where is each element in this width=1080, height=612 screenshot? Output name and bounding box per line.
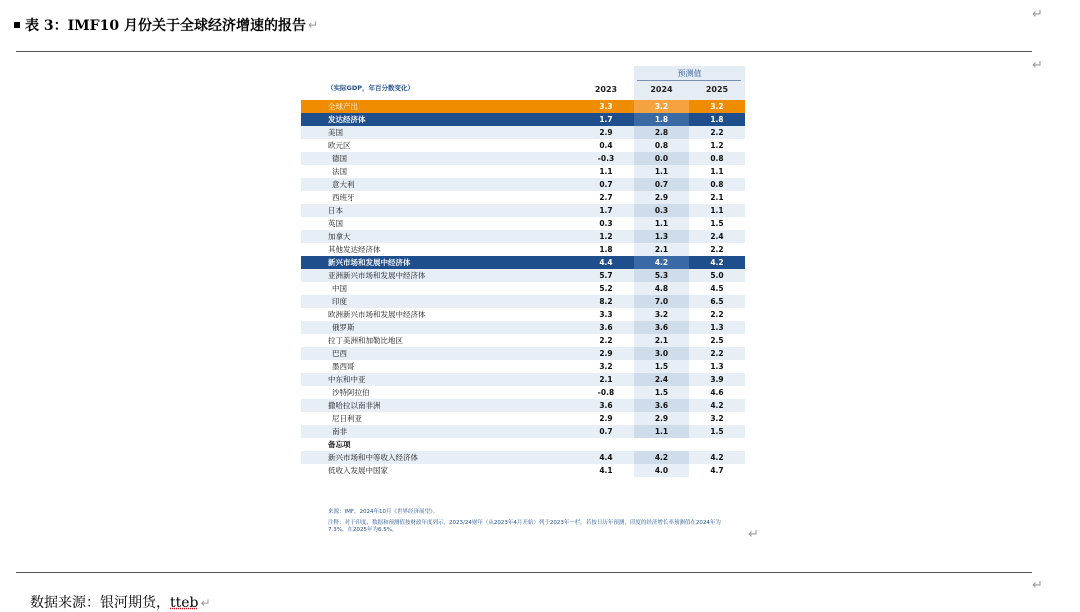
return-mark-icon: ↵ xyxy=(748,527,759,542)
row-label: 墨西哥 xyxy=(332,362,355,371)
row-label: 欧洲新兴市场和发展中经济体 xyxy=(328,310,426,319)
cell-2024: 3.6 xyxy=(634,399,689,412)
cell-2023: 3.3 xyxy=(599,102,613,111)
row-label: 沙特阿拉伯 xyxy=(332,388,370,397)
table-row xyxy=(301,269,745,282)
cell-2024: 0.3 xyxy=(634,204,689,217)
cell-2024: 2.1 xyxy=(634,243,689,256)
row-label: 巴西 xyxy=(332,349,347,358)
cell-2024: 1.1 xyxy=(634,425,689,438)
row-label: 南非 xyxy=(332,427,347,436)
cell-2025: 2.4 xyxy=(710,232,724,241)
cell-2024: 1.5 xyxy=(634,360,689,373)
table-row xyxy=(301,230,745,243)
row-label: 拉丁美洲和加勒比地区 xyxy=(328,336,403,345)
table-header xyxy=(301,66,745,100)
cell-2024: 2.1 xyxy=(634,334,689,347)
cell-2024: 3.2 xyxy=(634,100,689,113)
cell-2024: 1.3 xyxy=(634,230,689,243)
year-header: 2023 xyxy=(594,85,618,94)
cell-2024: 4.8 xyxy=(634,282,689,295)
cell-2023: 3.6 xyxy=(599,323,613,332)
cell-2025: 1.5 xyxy=(710,219,724,228)
table-row xyxy=(301,438,745,451)
cell-2025: 4.6 xyxy=(710,388,724,397)
row-label: 发达经济体 xyxy=(328,115,366,124)
cell-2025: 2.2 xyxy=(710,310,724,319)
cell-2023: 3.2 xyxy=(599,362,613,371)
table-row xyxy=(301,295,745,308)
cell-2023: 2.9 xyxy=(599,128,613,137)
row-label: 法国 xyxy=(332,167,347,176)
forecast-underline xyxy=(637,80,741,81)
table-row xyxy=(301,321,745,334)
table-row xyxy=(301,165,745,178)
cell-2025: 2.5 xyxy=(710,336,724,345)
row-label: 备忘项 xyxy=(328,440,351,449)
table-body xyxy=(301,100,745,477)
cell-2025: 6.5 xyxy=(710,297,724,306)
row-label: 亚洲新兴市场和发展中经济体 xyxy=(328,271,426,280)
cell-2025: 1.1 xyxy=(710,206,724,215)
table-row xyxy=(301,152,745,165)
year-header: 2024 xyxy=(650,85,673,94)
cell-2023: 4.1 xyxy=(599,466,613,475)
cell-2025: 4.5 xyxy=(710,284,724,293)
table-source: 来源：IMF，2024年10月《世界经济展望》。 xyxy=(328,509,439,515)
table-row xyxy=(301,399,745,412)
row-label: 全球产出 xyxy=(328,102,358,111)
row-label: 新兴市场和发展中经济体 xyxy=(328,258,411,267)
table-row xyxy=(301,334,745,347)
cell-2025: 1.3 xyxy=(710,362,724,371)
cell-2025: 4.7 xyxy=(710,466,724,475)
cell-2023: 2.7 xyxy=(599,193,613,202)
table-row xyxy=(301,425,745,438)
cell-2025: 1.5 xyxy=(710,427,724,436)
row-label: 中国 xyxy=(332,284,347,293)
table-row xyxy=(301,139,745,152)
row-label: 俄罗斯 xyxy=(332,323,355,332)
forecast-label: 预测值 xyxy=(677,69,702,78)
cell-2024: 3.2 xyxy=(634,308,689,321)
data-source xyxy=(30,592,211,612)
cell-2024: 4.2 xyxy=(634,256,689,269)
table-row xyxy=(301,386,745,399)
cell-2023: 4.4 xyxy=(599,453,613,462)
table-row xyxy=(301,282,745,295)
cell-2023: 1.2 xyxy=(599,232,613,241)
row-label: 意大利 xyxy=(332,180,355,189)
divider-bottom xyxy=(16,572,1032,573)
cell-2025: 0.8 xyxy=(710,180,724,189)
cell-2023: 2.9 xyxy=(599,349,613,358)
return-mark-icon: ↵ xyxy=(1032,578,1043,593)
cell-2023: 0.3 xyxy=(599,219,613,228)
row-label: 欧元区 xyxy=(328,141,351,150)
cell-2025: 3.9 xyxy=(710,375,724,384)
divider-top xyxy=(16,51,1032,52)
row-label: 新兴市场和中等收入经济体 xyxy=(328,453,418,462)
cell-2023: 2.9 xyxy=(599,414,613,423)
cell-2024: 5.3 xyxy=(634,269,689,282)
cell-2025: 1.1 xyxy=(710,167,724,176)
cell-2023: 2.2 xyxy=(599,336,613,345)
cell-2024: 1.5 xyxy=(634,386,689,399)
unit-label: （实际GDP，年百分数变化） xyxy=(327,84,414,92)
cell-2023: 5.2 xyxy=(599,284,613,293)
cell-2023: 1.7 xyxy=(599,115,613,124)
row-label: 低收入发展中国家 xyxy=(328,466,388,475)
cell-2024: 1.8 xyxy=(634,113,689,126)
table-row xyxy=(301,243,745,256)
cell-2023: 3.3 xyxy=(599,310,613,319)
cell-2025: 4.2 xyxy=(710,401,724,410)
cell-2024: 0.7 xyxy=(634,178,689,191)
cell-2025: 2.2 xyxy=(710,245,724,254)
cell-2025: 1.8 xyxy=(710,115,724,124)
table-row xyxy=(301,113,745,126)
table-row xyxy=(301,126,745,139)
table-row xyxy=(301,451,745,464)
cell-2023: -0.3 xyxy=(597,154,615,163)
table-row xyxy=(301,256,745,269)
table-row xyxy=(301,373,745,386)
row-label: 撒哈拉以南非洲 xyxy=(328,401,381,410)
cell-2024: 2.9 xyxy=(634,191,689,204)
row-label: 尼日利亚 xyxy=(332,414,362,423)
return-mark-icon: ↵ xyxy=(1032,58,1043,73)
return-mark-icon: ↵ xyxy=(200,596,211,610)
cell-2025: 1.3 xyxy=(710,323,724,332)
table-row xyxy=(301,308,745,321)
return-mark-icon: ↵ xyxy=(307,18,319,32)
row-label: 中东和中亚 xyxy=(328,375,366,384)
table-row xyxy=(301,464,745,477)
cell-2025: 4.2 xyxy=(710,453,724,462)
cell-2023: 0.7 xyxy=(599,427,613,436)
row-label: 美国 xyxy=(328,128,343,137)
cell-2024: 2.8 xyxy=(634,126,689,139)
cell-2024: 7.0 xyxy=(634,295,689,308)
cell-2024: 4.0 xyxy=(634,464,689,477)
cell-2024: 3.6 xyxy=(634,321,689,334)
figure-caption xyxy=(14,15,318,35)
cell-2023: 0.7 xyxy=(599,180,613,189)
cell-2024: 0.8 xyxy=(634,139,689,152)
cell-2025: 3.2 xyxy=(710,102,724,111)
cell-2023: 2.1 xyxy=(599,375,613,384)
bullet-icon xyxy=(14,22,20,28)
cell-2025: 2.2 xyxy=(710,349,724,358)
cell-2024: 2.4 xyxy=(634,373,689,386)
cell-2025: 0.8 xyxy=(710,154,724,163)
cell-2024: 4.2 xyxy=(634,451,689,464)
table-row xyxy=(301,360,745,373)
row-label: 其他发达经济体 xyxy=(328,245,381,254)
source-suffix: tteb xyxy=(170,595,199,611)
cell-2024: 1.1 xyxy=(634,217,689,230)
cell-2023: 1.8 xyxy=(599,245,613,254)
source-prefix: 数据来源：银河期货， xyxy=(30,595,170,611)
cell-2025: 2.2 xyxy=(710,128,724,137)
cell-2025: 2.1 xyxy=(710,193,724,202)
cell-2023: 4.4 xyxy=(599,258,613,267)
cell-2025: 1.2 xyxy=(710,141,724,150)
row-label: 印度 xyxy=(332,297,347,306)
row-label: 日本 xyxy=(328,206,343,215)
row-label: 加拿大 xyxy=(328,232,351,241)
cell-2025: 4.2 xyxy=(710,258,724,267)
return-mark-icon: ↵ xyxy=(1032,7,1043,22)
cell-2023: 3.6 xyxy=(599,401,613,410)
row-label: 西班牙 xyxy=(332,193,355,202)
gdp-forecast-table-image xyxy=(301,66,745,542)
cell-2023: 5.7 xyxy=(599,271,613,280)
cell-2023: -0.8 xyxy=(597,388,615,397)
table-note: 注释：对于印度，数据和预测值按财政年度列示，2023/24财年（从2023年4月开始）列于2023年一栏。若按日历年预测，印度的经济增长率预测值在2024年为7.3%，在2025年为6.5%。 xyxy=(328,520,721,533)
table-row xyxy=(301,412,745,425)
cell-2023: 1.1 xyxy=(599,167,613,176)
cell-2024: 1.1 xyxy=(634,165,689,178)
cell-2024: 2.9 xyxy=(634,412,689,425)
table-row xyxy=(301,347,745,360)
table-row xyxy=(301,191,745,204)
table-row xyxy=(301,178,745,191)
row-label: 英国 xyxy=(328,219,343,228)
cell-2023: 1.7 xyxy=(599,206,613,215)
cell-2025: 3.2 xyxy=(710,414,724,423)
table-row xyxy=(301,100,745,113)
cell-2024: 0.0 xyxy=(634,152,689,165)
table-row xyxy=(301,204,745,217)
row-label: 德国 xyxy=(332,154,347,163)
caption-text: 表 3：IMF10 月份关于全球经济增速的报告 xyxy=(25,18,306,34)
cell-2023: 8.2 xyxy=(599,297,613,306)
table-row xyxy=(301,217,745,230)
cell-2024: 3.0 xyxy=(634,347,689,360)
cell-2025: 5.0 xyxy=(710,271,724,280)
cell-2023: 0.4 xyxy=(599,141,613,150)
year-header: 2025 xyxy=(705,85,729,94)
